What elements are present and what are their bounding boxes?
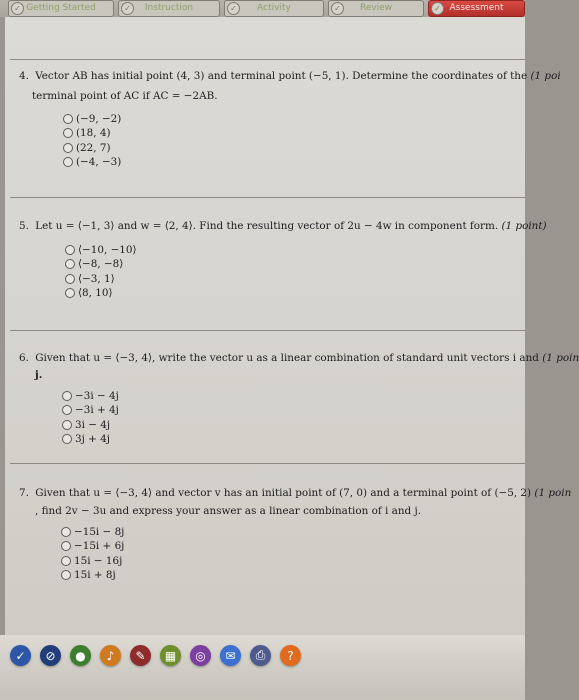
radio-button[interactable] — [61, 556, 71, 566]
check-icon: ✓ — [431, 2, 444, 15]
check-icon: ✓ — [11, 2, 24, 15]
answer-option[interactable] — [62, 432, 119, 446]
points-label: (1 poin — [542, 352, 579, 364]
radio-button[interactable] — [65, 259, 75, 269]
question-7-continued: , find 2v − 3u and express your answer as a linear combination of i and j. — [35, 505, 422, 517]
answer-option[interactable] — [61, 525, 124, 539]
option-label: −15i − 8j — [74, 526, 125, 538]
check-icon: ✓ — [227, 2, 240, 15]
option-label: (18, 4) — [76, 127, 111, 140]
answer-options — [62, 389, 119, 446]
tab-assessment[interactable] — [428, 0, 525, 17]
question-6-continued: j. — [35, 369, 43, 381]
radio-button[interactable] — [62, 405, 72, 415]
answer-option[interactable] — [63, 141, 121, 155]
option-label: 15i + 8j — [74, 568, 116, 581]
radio-button[interactable] — [65, 288, 75, 298]
option-label: −3i + 4j — [75, 404, 119, 417]
question-number: 7. — [19, 487, 29, 499]
answer-option[interactable] — [63, 112, 121, 126]
answer-options — [61, 525, 124, 582]
divider — [10, 330, 525, 331]
points-label: (1 poin — [534, 487, 572, 499]
tab-getting-started[interactable] — [8, 0, 114, 17]
option-label: ⟨−3, 1⟩ — [78, 272, 115, 285]
question-4 — [19, 69, 561, 84]
lesson-nav-bar — [0, 0, 525, 17]
tab-label: Getting Started — [26, 3, 96, 13]
question-7 — [19, 486, 572, 501]
tab-review[interactable] — [328, 0, 424, 17]
option-label: 15i − 16j — [74, 554, 123, 567]
option-label: (22, 7) — [76, 141, 111, 154]
radio-button[interactable] — [63, 128, 73, 138]
block-tool-icon[interactable]: ⊘ — [40, 645, 61, 666]
radio-button[interactable] — [62, 434, 72, 444]
answer-option[interactable] — [62, 418, 119, 432]
option-label: −15i + 6j — [74, 540, 125, 553]
radio-button[interactable] — [61, 570, 71, 580]
tab-activity[interactable] — [224, 0, 324, 17]
answer-option[interactable] — [62, 403, 119, 417]
radio-button[interactable] — [61, 541, 71, 551]
radio-button[interactable] — [65, 245, 75, 255]
answer-option[interactable] — [63, 126, 121, 140]
tab-instruction[interactable] — [118, 0, 220, 17]
radio-button[interactable] — [63, 157, 73, 167]
check-icon: ✓ — [121, 2, 134, 15]
target-tool-icon[interactable]: ◎ — [190, 645, 211, 666]
help-tool-icon[interactable]: ? — [280, 645, 301, 666]
option-label: 3i − 4j — [75, 418, 111, 431]
question-number: 6. — [19, 352, 29, 364]
option-label: 3j + 4j — [75, 432, 110, 445]
radio-button[interactable] — [63, 143, 73, 153]
question-text: Let u = ⟨−1, 3⟩ and w = ⟨2, 4⟩. Find the resulting vector of 2u − 4w in component form. — [35, 220, 499, 232]
question-number: 4. — [19, 70, 29, 82]
tab-label: Instruction — [144, 3, 194, 13]
assessment-page — [5, 17, 579, 635]
tab-label: Activity — [257, 3, 291, 13]
question-number: 5. — [19, 220, 29, 232]
answer-option[interactable] — [62, 389, 119, 403]
option-label: (−4, −3) — [76, 155, 122, 168]
question-text: Given that u = ⟨−3, 4⟩ and vector v has an initial point of (7, 0) and a terminal point of (−5, 2) — [35, 487, 532, 499]
divider — [10, 197, 525, 198]
option-label: ⟨−8, −8⟩ — [78, 258, 124, 271]
checkmark-tool-icon[interactable]: ✓ — [10, 645, 31, 666]
highlight-tool-icon[interactable]: ● — [70, 645, 91, 666]
radio-button[interactable] — [62, 391, 72, 401]
option-label: −3i − 4j — [75, 390, 119, 402]
check-icon: ✓ — [331, 2, 344, 15]
answer-option[interactable] — [65, 243, 137, 257]
answer-option[interactable] — [61, 554, 124, 568]
notes-tool-icon[interactable]: ✉ — [220, 645, 241, 666]
question-text: Vector AB has initial point (4, 3) and terminal point (−5, 1). Determine the coordinates of the — [35, 70, 528, 82]
radio-button[interactable] — [61, 527, 71, 537]
question-text: Given that u = ⟨−3, 4⟩, write the vector u as a linear combination of standard unit vectors i and — [35, 352, 539, 364]
answer-options — [65, 243, 137, 300]
answer-option[interactable] — [65, 272, 137, 286]
answer-option[interactable] — [61, 539, 124, 553]
option-label: ⟨8, 10⟩ — [78, 286, 113, 299]
answer-option[interactable] — [63, 155, 121, 169]
option-label: (−9, −2) — [76, 113, 122, 125]
divider — [10, 59, 525, 60]
divider — [10, 463, 525, 464]
question-4-continued: terminal point of AC if AC = −2AB. — [32, 90, 218, 102]
question-6 — [19, 351, 579, 366]
option-label: ⟨−10, −10⟩ — [78, 244, 137, 256]
question-5 — [19, 219, 547, 234]
answer-option[interactable] — [61, 568, 124, 582]
points-label: (1 point) — [501, 220, 547, 232]
tab-label: Assessment — [449, 3, 504, 13]
radio-button[interactable] — [65, 274, 75, 284]
audio-tool-icon[interactable]: ♪ — [100, 645, 121, 666]
answer-option[interactable] — [65, 286, 137, 300]
print-tool-icon[interactable]: ⎙ — [250, 645, 271, 666]
points-label: (1 poi — [530, 70, 561, 82]
tools-bar — [0, 635, 525, 700]
radio-button[interactable] — [63, 114, 73, 124]
answer-option[interactable] — [65, 257, 137, 271]
radio-button[interactable] — [62, 420, 72, 430]
pin-tool-icon[interactable]: ✎ — [130, 645, 151, 666]
tab-label: Review — [359, 3, 393, 13]
calculator-tool-icon[interactable]: ▦ — [160, 645, 181, 666]
answer-options — [63, 112, 121, 169]
